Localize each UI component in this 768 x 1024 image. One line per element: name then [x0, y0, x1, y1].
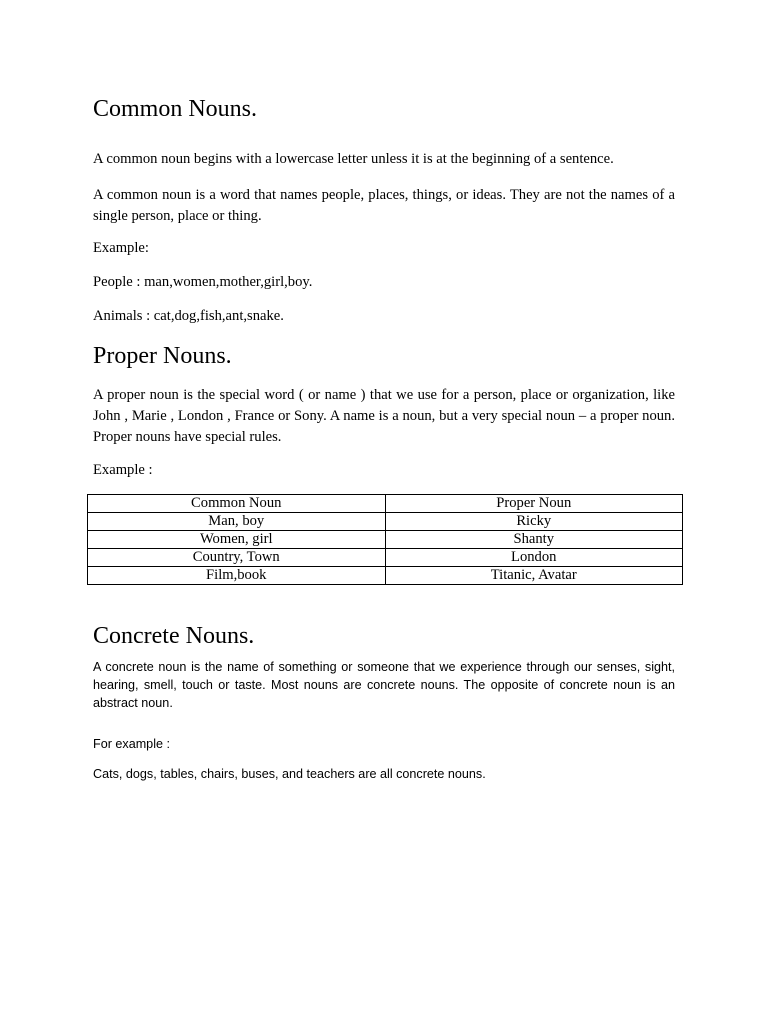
table-cell: Titanic, Avatar	[385, 567, 683, 585]
common-nouns-example-label: Example:	[93, 240, 149, 256]
table-row	[88, 567, 683, 585]
nouns-table	[87, 494, 683, 585]
concrete-nouns-example-label: For example :	[93, 737, 170, 751]
table-cell: Ricky	[385, 513, 683, 531]
table-cell: Film,book	[88, 567, 386, 585]
table-header-row	[88, 495, 683, 513]
concrete-nouns-paragraph-1: A concrete noun is the name of something or someone that we experience through our senses, sight, hearing, smell, touch or taste. Most nouns are concrete nouns. The opposite of concrete noun is an abstract noun.	[93, 660, 675, 710]
common-nouns-heading: Common Nouns.	[93, 96, 258, 122]
table-cell: Country, Town	[88, 549, 386, 567]
table-row	[88, 513, 683, 531]
proper-nouns-heading: Proper Nouns.	[93, 343, 232, 369]
common-nouns-animals-example: Animals : cat,dog,fish,ant,snake.	[93, 308, 284, 324]
concrete-nouns-heading: Concrete Nouns.	[93, 623, 255, 649]
common-nouns-paragraph-1: A common noun begins with a lowercase letter unless it is at the beginning of a sentence.	[93, 151, 614, 167]
table-cell: Women, girl	[88, 531, 386, 549]
table-cell: Man, boy	[88, 513, 386, 531]
proper-nouns-example-label: Example :	[93, 462, 153, 478]
table-cell: London	[385, 549, 683, 567]
common-nouns-paragraph-2: A common noun is a word that names people, places, things, or ideas. They are not the names of a single person, place or thing.	[93, 187, 675, 224]
table-row	[88, 549, 683, 567]
table-row	[88, 531, 683, 549]
table-header-proper: Proper Noun	[385, 495, 683, 513]
concrete-nouns-example: Cats, dogs, tables, chairs, buses, and teachers are all concrete nouns.	[93, 767, 486, 781]
table-cell: Shanty	[385, 531, 683, 549]
table-header-common: Common Noun	[88, 495, 386, 513]
proper-nouns-paragraph-1: A proper noun is the special word ( or name ) that we use for a person, place or organization, like John , Marie , London , France or Sony. A name is a noun, but a very special noun – a proper noun. Proper nouns have special rules.	[93, 387, 675, 445]
common-nouns-people-example: People : man,women,mother,girl,boy.	[93, 274, 313, 290]
